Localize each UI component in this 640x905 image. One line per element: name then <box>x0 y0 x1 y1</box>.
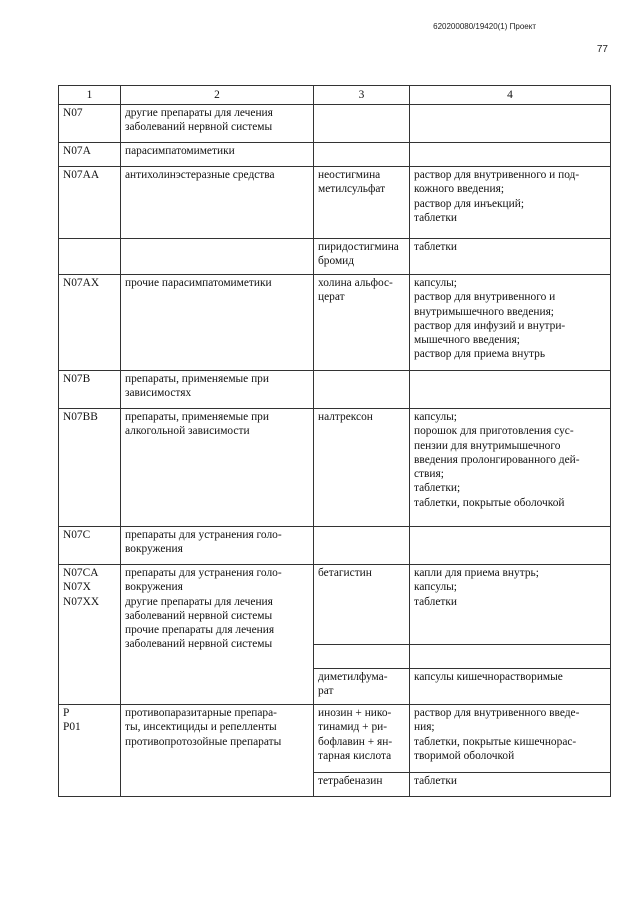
table-row <box>59 371 611 409</box>
dosage-form-cell: капли для приема внутрь; капсулы; таблетки <box>410 565 611 645</box>
dosage-form-cell: капсулы; раствор для внутривенного и внутримышечного введения; раствор для инфузий и внутри- мышечного введения; раствор для приема внутрь <box>410 275 611 371</box>
drug-name-cell <box>314 527 410 565</box>
group-name-cell: антихолинэстеразные средства <box>121 167 314 239</box>
table-row <box>59 409 611 527</box>
dosage-form-cell: капсулы кишечнорастворимые <box>410 669 611 705</box>
drug-name-cell: холина альфос- церат <box>314 275 410 371</box>
dosage-form-cell: капсулы; порошок для приготовления сус- пензии для внутримышечного введения пролонгированного дей- ствия; таблетки; таблетки, покрытые оболочкой <box>410 409 611 527</box>
atc-code-cell <box>59 239 121 275</box>
column-header: 3 <box>314 86 410 105</box>
drug-name-cell <box>314 645 410 669</box>
group-name-cell: противопаразитарные препара- ты, инсектициды и репелленты противопротозойные препараты <box>121 705 314 797</box>
group-name-cell: парасимпатомиметики <box>121 143 314 167</box>
dosage-form-cell: таблетки <box>410 239 611 275</box>
table-row <box>59 143 611 167</box>
dosage-form-cell <box>410 143 611 167</box>
column-header: 4 <box>410 86 611 105</box>
table-row <box>59 527 611 565</box>
atc-code-cell: N07BB <box>59 409 121 527</box>
table-body <box>59 105 611 797</box>
atc-code-cell: N07C <box>59 527 121 565</box>
dosage-form-cell <box>410 105 611 143</box>
dosage-form-cell: раствор для внутривенного введе- ния; таблетки, покрытые кишечнорас- творимой оболочкой <box>410 705 611 773</box>
table-row <box>59 275 611 371</box>
group-name-cell: препараты для устранения голо- вокружения другие препараты для лечения заболеваний нервной системы прочие препараты для лечения заболеваний нервной системы <box>121 565 314 705</box>
drug-name-cell: бетагистин <box>314 565 410 645</box>
table-row <box>59 705 611 773</box>
drug-name-cell: инозин + нико- тинамид + ри- бофлавин + ян- тарная кислота <box>314 705 410 773</box>
drug-name-cell: неостигмина метилсульфат <box>314 167 410 239</box>
atc-code-cell: N07AA <box>59 167 121 239</box>
group-name-cell: препараты, применяемые при зависимостях <box>121 371 314 409</box>
group-name-cell: другие препараты для лечения заболеваний нервной системы <box>121 105 314 143</box>
drug-table <box>58 85 611 797</box>
drug-name-cell: тетрабеназин <box>314 773 410 797</box>
drug-name-cell: диметилфума- рат <box>314 669 410 705</box>
atc-code-cell: N07B <box>59 371 121 409</box>
dosage-form-cell: раствор для внутривенного и под- кожного введения; раствор для инъекций; таблетки <box>410 167 611 239</box>
group-name-cell: препараты, применяемые при алкогольной зависимости <box>121 409 314 527</box>
column-header: 1 <box>59 86 121 105</box>
atc-code-cell: N07CA N07X N07XX <box>59 565 121 705</box>
dosage-form-cell <box>410 371 611 409</box>
atc-code-cell: N07 <box>59 105 121 143</box>
drug-name-cell <box>314 105 410 143</box>
dosage-form-cell <box>410 527 611 565</box>
column-header: 2 <box>121 86 314 105</box>
group-name-cell <box>121 239 314 275</box>
group-name-cell: препараты для устранения голо- вокружения <box>121 527 314 565</box>
document-id: 620200080/19420(1) Проект <box>433 22 536 31</box>
page-number: 77 <box>596 44 608 55</box>
table-row <box>59 565 611 645</box>
table-row <box>59 167 611 239</box>
drug-name-cell: пиридостигмина бромид <box>314 239 410 275</box>
atc-code-cell: N07A <box>59 143 121 167</box>
group-name-cell: прочие парасимпатомиметики <box>121 275 314 371</box>
dosage-form-cell: таблетки <box>410 773 611 797</box>
drug-name-cell <box>314 143 410 167</box>
drug-name-cell: налтрексон <box>314 409 410 527</box>
atc-code-cell: P P01 <box>59 705 121 797</box>
dosage-form-cell <box>410 645 611 669</box>
atc-code-cell: N07AX <box>59 275 121 371</box>
table-header-row <box>59 86 611 105</box>
drug-name-cell <box>314 371 410 409</box>
table-row <box>59 105 611 143</box>
table-row <box>59 239 611 275</box>
